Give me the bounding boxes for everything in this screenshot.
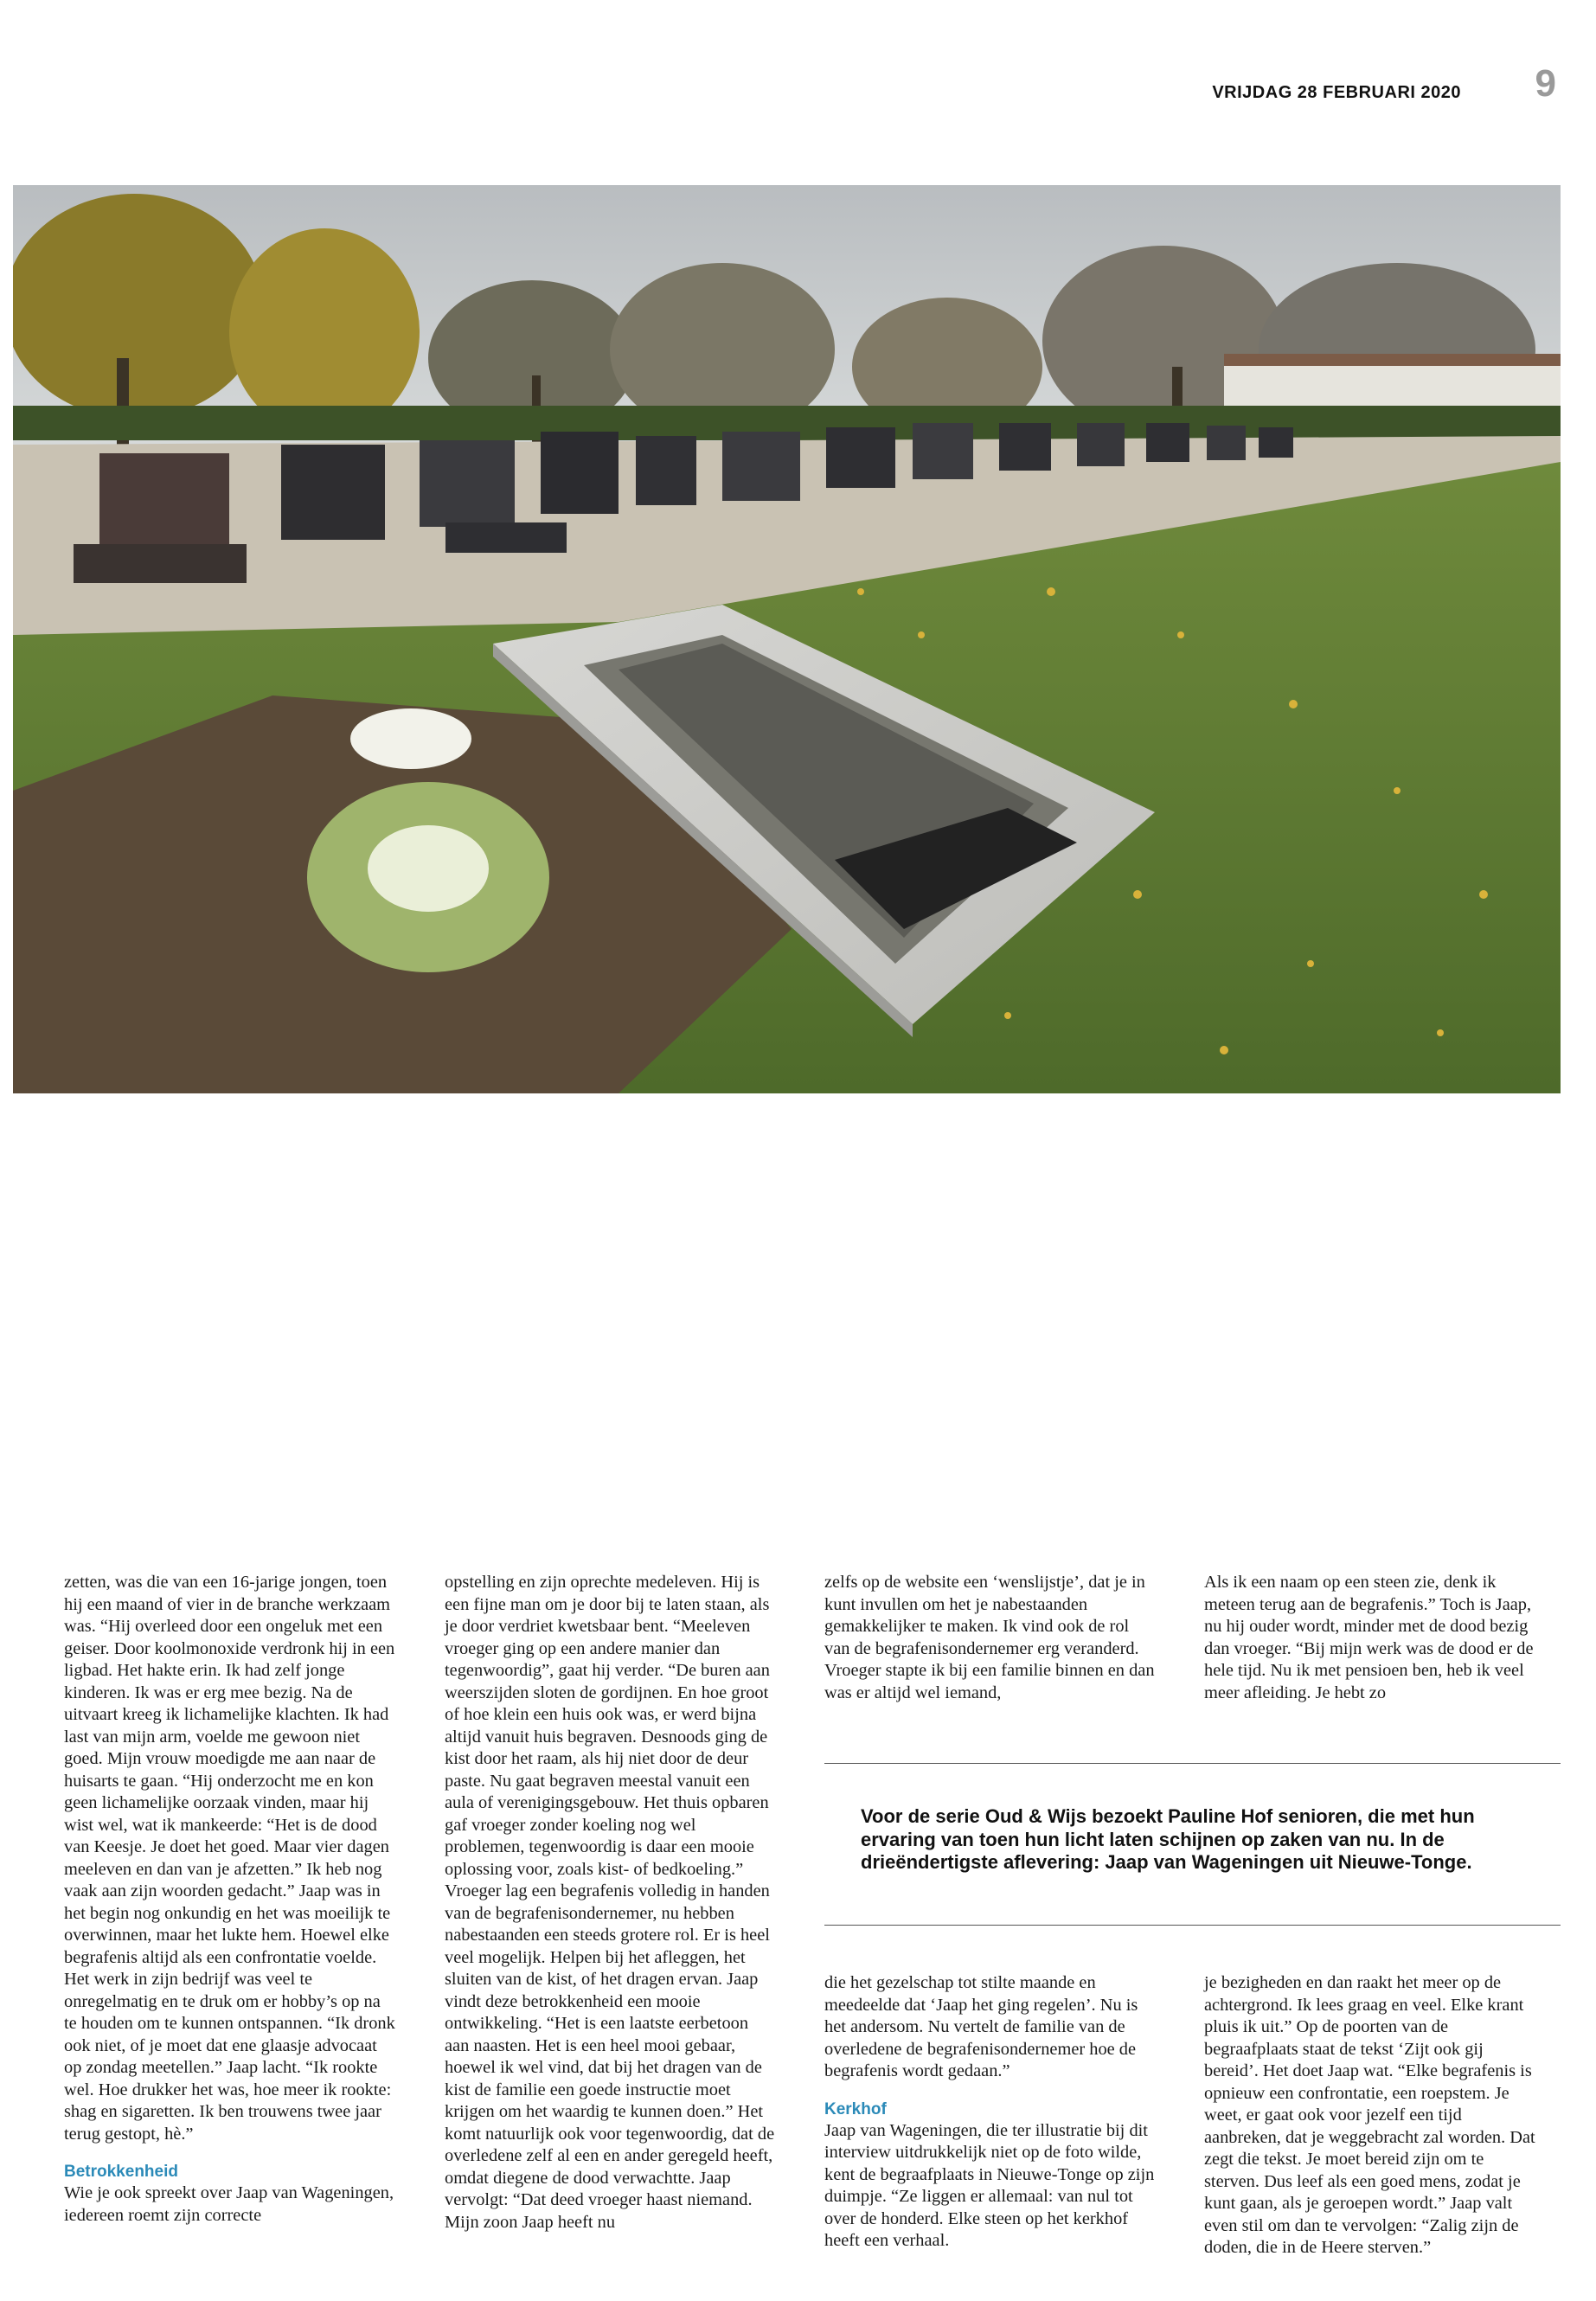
divider-top: [824, 1763, 1561, 1764]
page-date: VRIJDAG 28 FEBRUARI 2020: [1212, 83, 1461, 102]
article-column-1: [64, 1572, 396, 2227]
paragraph: Wie je ook spreekt over Jaap van Wageningen, iedereen roemt zijn correcte: [64, 2183, 394, 2225]
article-column-3-bottom: [824, 1972, 1157, 2253]
page-number: 9: [1535, 62, 1556, 105]
article-column-4-top: [1204, 1572, 1536, 1704]
paragraph: zelfs op de website een ‘wenslijstje’, dat je in kunt invullen om het je nabestaanden gemakkelijker te maken. Ik vind ook de rol van de begrafenisondernemer erg veranderd. Vroeger stapte ik bij een familie binnen en dan was er altijd wel iemand,: [824, 1573, 1155, 1702]
paragraph: je bezigheden en dan raakt het meer op de achtergrond. Ik lees graag en veel. Elke krant pluis ik uit.” Op de poorten van de begraafplaats staat de tekst ‘Zijt ook gij bereid’. Het doet Jaap wat. “Elke begrafenis is opnieuw een confrontatie, een roepstem. Je weet, er gaat ook voor jezelf een tijd aanbreken, dat je weggebracht zal worden. Dat zegt die tekst. Je moet bereid zijn om te sterven. Dus leef als een goed mens, zodat je kunt gaan, als je geroepen wordt.” Jaap valt even stil om dan te vervolgen: “Zalig zijn de doden, die in de Heere sterven.”: [1204, 1973, 1535, 2257]
article-column-4-bottom: [1204, 1972, 1536, 2259]
cemetery-photo: [13, 185, 1561, 1093]
paragraph: die het gezelschap tot stilte maande en meedeelde dat ‘Jaap het ging regelen’. Nu is het andersom. Nu vertelt de familie van de overledene de begrafenisondernemer hoe de begrafenis wordt gedaan.”: [824, 1973, 1138, 2080]
paragraph: zetten, was die van een 16-jarige jongen, toen hij een maand of vier in de branche werkzaam was. “Hij overleed door een ongeluk met een geiser. Door koolmonoxide verdronk hij in een ligbad. Het hakte erin. Ik had zelf jonge kinderen. Ik was er erg mee bezig. Na de uitvaart kreeg ik lichamelijke klachten. Ik had last van mijn arm, voelde me gewoon niet goed. Mijn vrouw moedigde me aan naar de huisarts te gaan. “Hij onderzocht me en kon geen lichamelijke oorzaak vinden, maar hij wist wel, wat ik mankeerde: “Het is de dood van Keesje. Je doet het goed. Maar vier dagen meeleven en dan van je afzetten.” Ik heb nog vaak aan zijn woorden gedacht.” Jaap was in het begin nog onkundig en het was moeilijk te overwinnen, maar het lukte hem. Hoewel elke begrafenis altijd als een confrontatie voelde. Het werk in zijn bedrijf was veel te onregelmatig en te druk om er hobby’s op na te houden om te kunnen ontspannen. “Ik dronk ook niet, of je moet dat ene glaasje advocaat op zondag meetellen.” Jaap lacht. “Ik rookte wel. Hoe drukker het was, hoe meer ik rookte: shag en sigaretten. Ik ben trouwens twee jaar terug gestopt, hè.”: [64, 1573, 395, 2144]
paragraph: Als ik een naam op een steen zie, denk ik meteen terug aan de begrafenis.” Toch is Jaap, nu hij ouder wordt, minder met de dood bezig dan vroeger. “Bij mijn werk was de dood er de hele tijd. Nu ik met pensioen ben, heb ik veel meer afleiding. Je hebt zo: [1204, 1573, 1534, 1702]
paragraph: Jaap van Wageningen, die ter illustratie bij dit interview uitdrukkelijk niet op de foto wilde, kent de begraafplaats in Nieuwe-Tonge op zijn duimpje. “Ze liggen er allemaal: van nul tot over de honderd. Elke steen op het kerkhof heeft een verhaal.: [824, 2120, 1155, 2250]
subheading-kerkhof: Kerkhof: [824, 2099, 887, 2118]
divider-bottom: [824, 1925, 1561, 1926]
article-column-2: [445, 1572, 777, 2234]
series-intro: Voor de serie Oud & Wijs bezoekt Pauline Hof senioren, die met hun ervaring van toen hun licht laten schijnen op zaken van nu. In de drieëndertigste aflevering: Jaap van Wageningen uit Nieuwe-Tonge.: [861, 1805, 1475, 1873]
article-column-3-top: [824, 1572, 1157, 1704]
subheading-betrokkenheid: Betrokkenheid: [64, 2163, 178, 2181]
paragraph: opstelling en zijn oprechte medeleven. Hij is een fijne man om je door bij te laten staan, als je door verdriet kwetsbaar bent. “Meeleven vroeger ging op een andere manier dan tegenwoordig”, gaat hij verder. “De buren aan weerszijden sloten de gordijnen. En hoe groot of hoe klein een huis ook was, er werd bijna altijd vanuit huis begraven. Desnoods ging de kist door het raam, als hij niet door de deur paste. Nu gaat begraven meestal vanuit een aula of verenigingsgebouw. Het thuis opbaren gaf vroeger zonder koeling nog wel problemen, tegenwoordig is daar een mooie oplossing voor, zoals kist- of bedkoeling.” Vroeger lag een begrafenis volledig in handen van de begrafenisondernemer, nu hebben nabestaanden een steeds grotere rol. Er is heel veel mogelijk. Helpen bij het afleggen, het sluiten van de kist, of het dragen ervan. Jaap vindt deze betrokkenheid een mooie ontwikkeling. “Het is een laatste eerbetoon aan naasten. Het is een heel mooi gebaar, hoewel ik wel vind, dat bij het dragen van de kist de familie een goede instructie moet krijgen om het waardig te kunnen doen.” Het komt natuurlijk ook voor tegenwoordig, dat de overledene zelf al een en ander geregeld heeft, omdat diegene de dood verwachtte. Jaap vervolgt: “Dat deed vroeger haast niemand. Mijn zoon Jaap heeft nu: [445, 1573, 775, 2232]
